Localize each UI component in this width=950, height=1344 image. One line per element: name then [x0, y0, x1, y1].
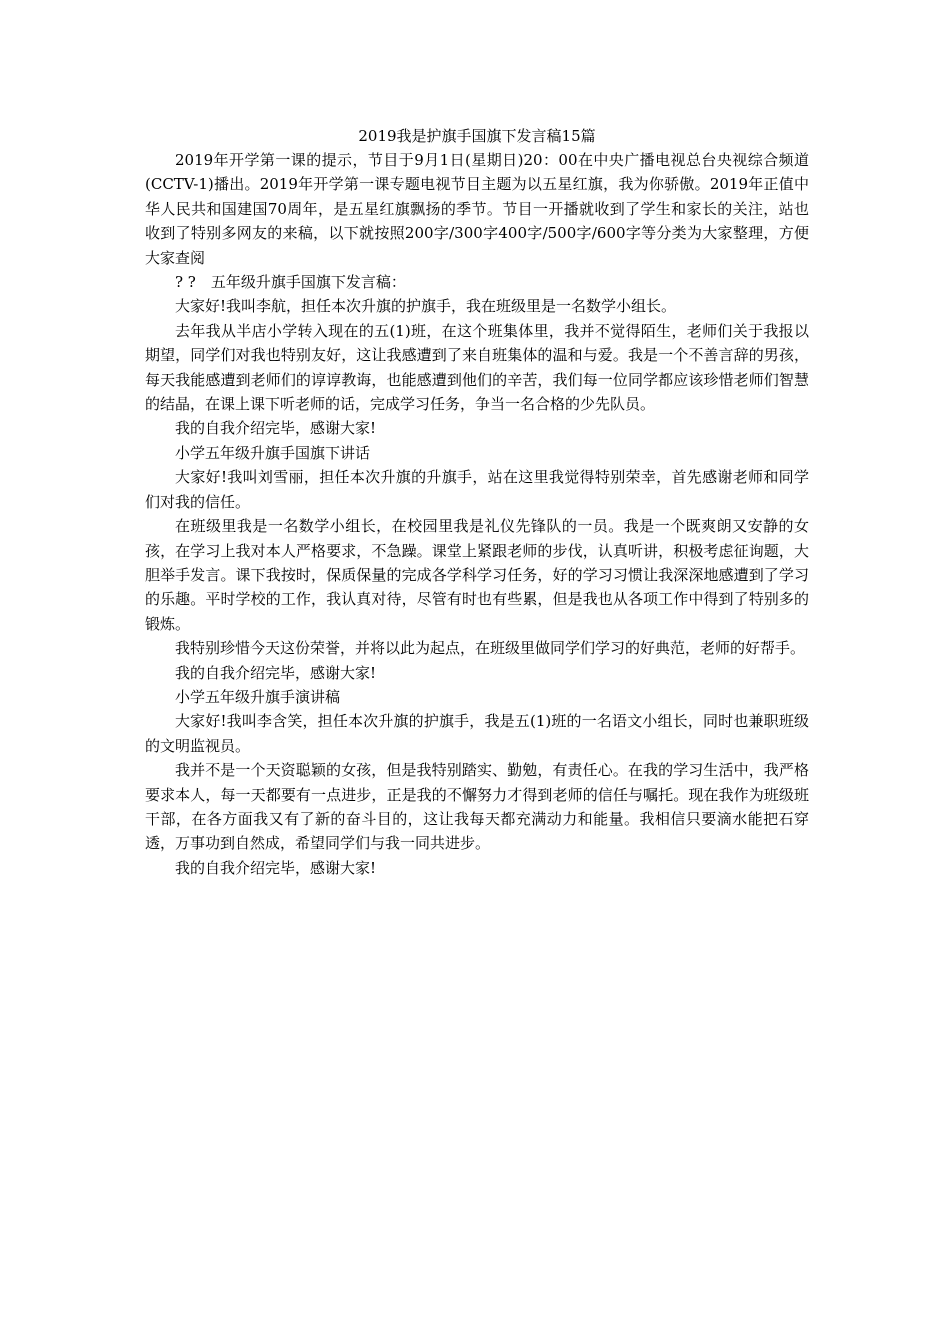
paragraph: 我的自我介绍完毕，感谢大家! — [175, 419, 377, 438]
paragraph: 大家好!我叫刘雪丽，担任本次升旗的升旗手，站在这里我觉得特别荣幸，首先感谢老师和同学们对我的信任。 — [145, 468, 809, 511]
document-body — [145, 148, 809, 880]
paragraph: 我并不是一个天资聪颖的女孩，但是我特别踏实、勤勉，有责任心。在我的学习生活中，我严格要求本人，每一天都要有一点进步，正是我的不懈努力才得到老师的信任与嘱托。现在我作为班级班干部，在各方面我又有了新的奋斗目的，这让我每天都充满动力和能量。我相信只要滴水能把石穿透，万事功到自然成，希望同学们与我一同共进步。 — [145, 761, 809, 853]
section-heading: ? ? 五年级升旗手国旗下发言稿： — [175, 273, 406, 292]
paragraph: 我特别珍惜今天这份荣誉，并将以此为起点，在班级里做同学们学习的好典范，老师的好帮手。 — [175, 639, 806, 658]
paragraph: 我的自我介绍完毕，感谢大家! — [175, 663, 377, 682]
paragraph: 大家好!我叫李含笑，担任本次升旗的护旗手，我是五(1)班的一名语文小组长，同时也兼职班级的文明监视员。 — [145, 712, 809, 755]
section-heading: 小学五年级升旗手国旗下讲话 — [175, 443, 371, 462]
paragraph: 2019年开学第一课的提示，节目于9月1日(星期日)20：00在中央广播电视总台央视综合频道(CCTV-1)播出。2019年开学第一课专题电视节目主题为以五星红旗，我为你骄傲。2019年正值中华人民共和国建国70周年，是五星红旗飘扬的季节。节目一开播就收到了学生和家长的关注，站也收到了特别多网友的来稿，以下就按照200字/300字400字/500字/600字等分类为大家整理，方便大家查阅 — [145, 151, 809, 267]
document-page — [145, 124, 809, 880]
paragraph: 大家好!我叫李航，担任本次升旗的护旗手，我在班级里是一名数学小组长。 — [175, 297, 677, 316]
paragraph: 去年我从半店小学转入现在的五(1)班，在这个班集体里，我并不觉得陌生，老师们关于我报以期望，同学们对我也特别友好，这让我感遭到了来自班集体的温和与爱。我是一个不善言辞的男孩，每天我能感遭到老师们的谆谆教诲，也能感遭到他们的辛苦，我们每一位同学都应该珍惜老师们智慧的结晶，在课上课下听老师的话，完成学习任务，争当一名合格的少先队员。 — [145, 321, 809, 414]
paragraph: 我的自我介绍完毕，感谢大家! — [175, 858, 377, 877]
section-heading: 小学五年级升旗手演讲稿 — [175, 687, 341, 706]
document-title: 2019我是护旗手国旗下发言稿15篇 — [358, 127, 596, 145]
paragraph: 在班级里我是一名数学小组长，在校园里我是礼仪先锋队的一员。我是一个既爽朗又安静的女孩，在学习上我对本人严格要求，不急躁。课堂上紧跟老师的步伐，认真听讲，积极考虑征询题，大胆举手发言。课下我按时，保质保量的完成各学科学习任务，好的学习习惯让我深深地感遭到了学习的乐趣。平时学校的工作，我认真对待，尽管有时也有些累，但是我也从各项工作中得到了特别多的锻炼。 — [145, 517, 809, 633]
